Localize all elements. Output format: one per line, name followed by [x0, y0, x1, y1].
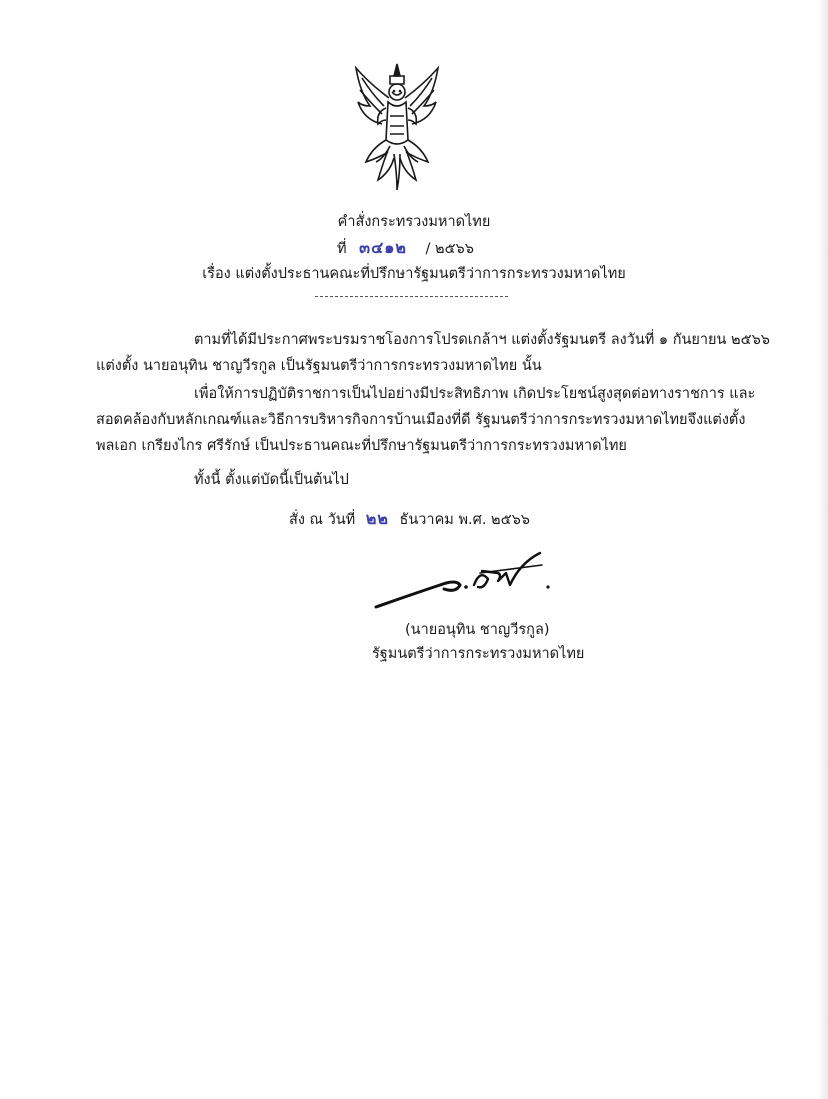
dateline	[289, 509, 530, 530]
paragraph-2-line-1	[194, 384, 756, 404]
paragraph-1-line-1	[194, 330, 770, 350]
paragraph-2-line-2	[96, 410, 746, 430]
handwritten-signature	[370, 545, 560, 615]
order-number-year: / ๒๕๖๖	[425, 241, 474, 257]
header-divider	[315, 296, 508, 297]
order-number-prefix: ที่	[337, 241, 347, 257]
para2-line2-text: สอดคล้องกับหลักเกณฑ์และวิธีการบริหารกิจการบ้านเมืองที่ดี รัฐมนตรีว่าการกระทรวงมหาดไทยจึงแต่งตั้ง	[96, 412, 746, 428]
order-title: คำสั่งกระทรวงมหาดไทย	[337, 214, 491, 230]
order-number-line	[337, 238, 474, 259]
paragraph-2-line-3: พลเอก เกรียงไกร ศรีรักษ์ เป็นประธานคณะที่ปรึกษารัฐมนตรีว่าการกระทรวงมหาดไทย	[96, 438, 627, 454]
dateline-rest: ธันวาคม พ.ศ. ๒๕๖๖	[399, 512, 530, 528]
dateline-day-handwritten: ๒๒	[365, 509, 389, 528]
signatory-name: (นายอนุทิน ชาญวีรกูล)	[405, 622, 550, 638]
paragraph-3: ทั้งนี้ ตั้งแต่บัดนี้เป็นต้นไป	[194, 472, 349, 488]
paragraph-1-line-2: แต่งตั้ง นายอนุทิน ชาญวีรกูล เป็นรัฐมนตรีว่าการกระทรวงมหาดไทย นั้น	[96, 358, 542, 374]
signatory-position: รัฐมนตรีว่าการกระทรวงมหาดไทย	[372, 646, 585, 662]
para1-line1-text: ตามที่ได้มีประกาศพระบรมราชโองการโปรดเกล้าฯ แต่งตั้งรัฐมนตรี ลงวันที่ ๑ กันยายน ๒๕๖๖	[194, 332, 770, 348]
subject-line: เรื่อง แต่งตั้งประธานคณะที่ปรึกษารัฐมนตรีว่าการกระทรวงมหาดไทย	[202, 266, 626, 282]
order-number-handwritten: ๓๔๑๒	[359, 238, 407, 257]
dateline-prefix: สั่ง ณ วันที่	[289, 512, 356, 528]
page-edge-shadow	[818, 0, 828, 1099]
para2-line1-text: เพื่อให้การปฏิบัติราชการเป็นไปอย่างมีประสิทธิภาพ เกิดประโยชน์สูงสุดต่อทางราชการ และ	[194, 386, 756, 402]
garuda-emblem	[352, 62, 442, 194]
